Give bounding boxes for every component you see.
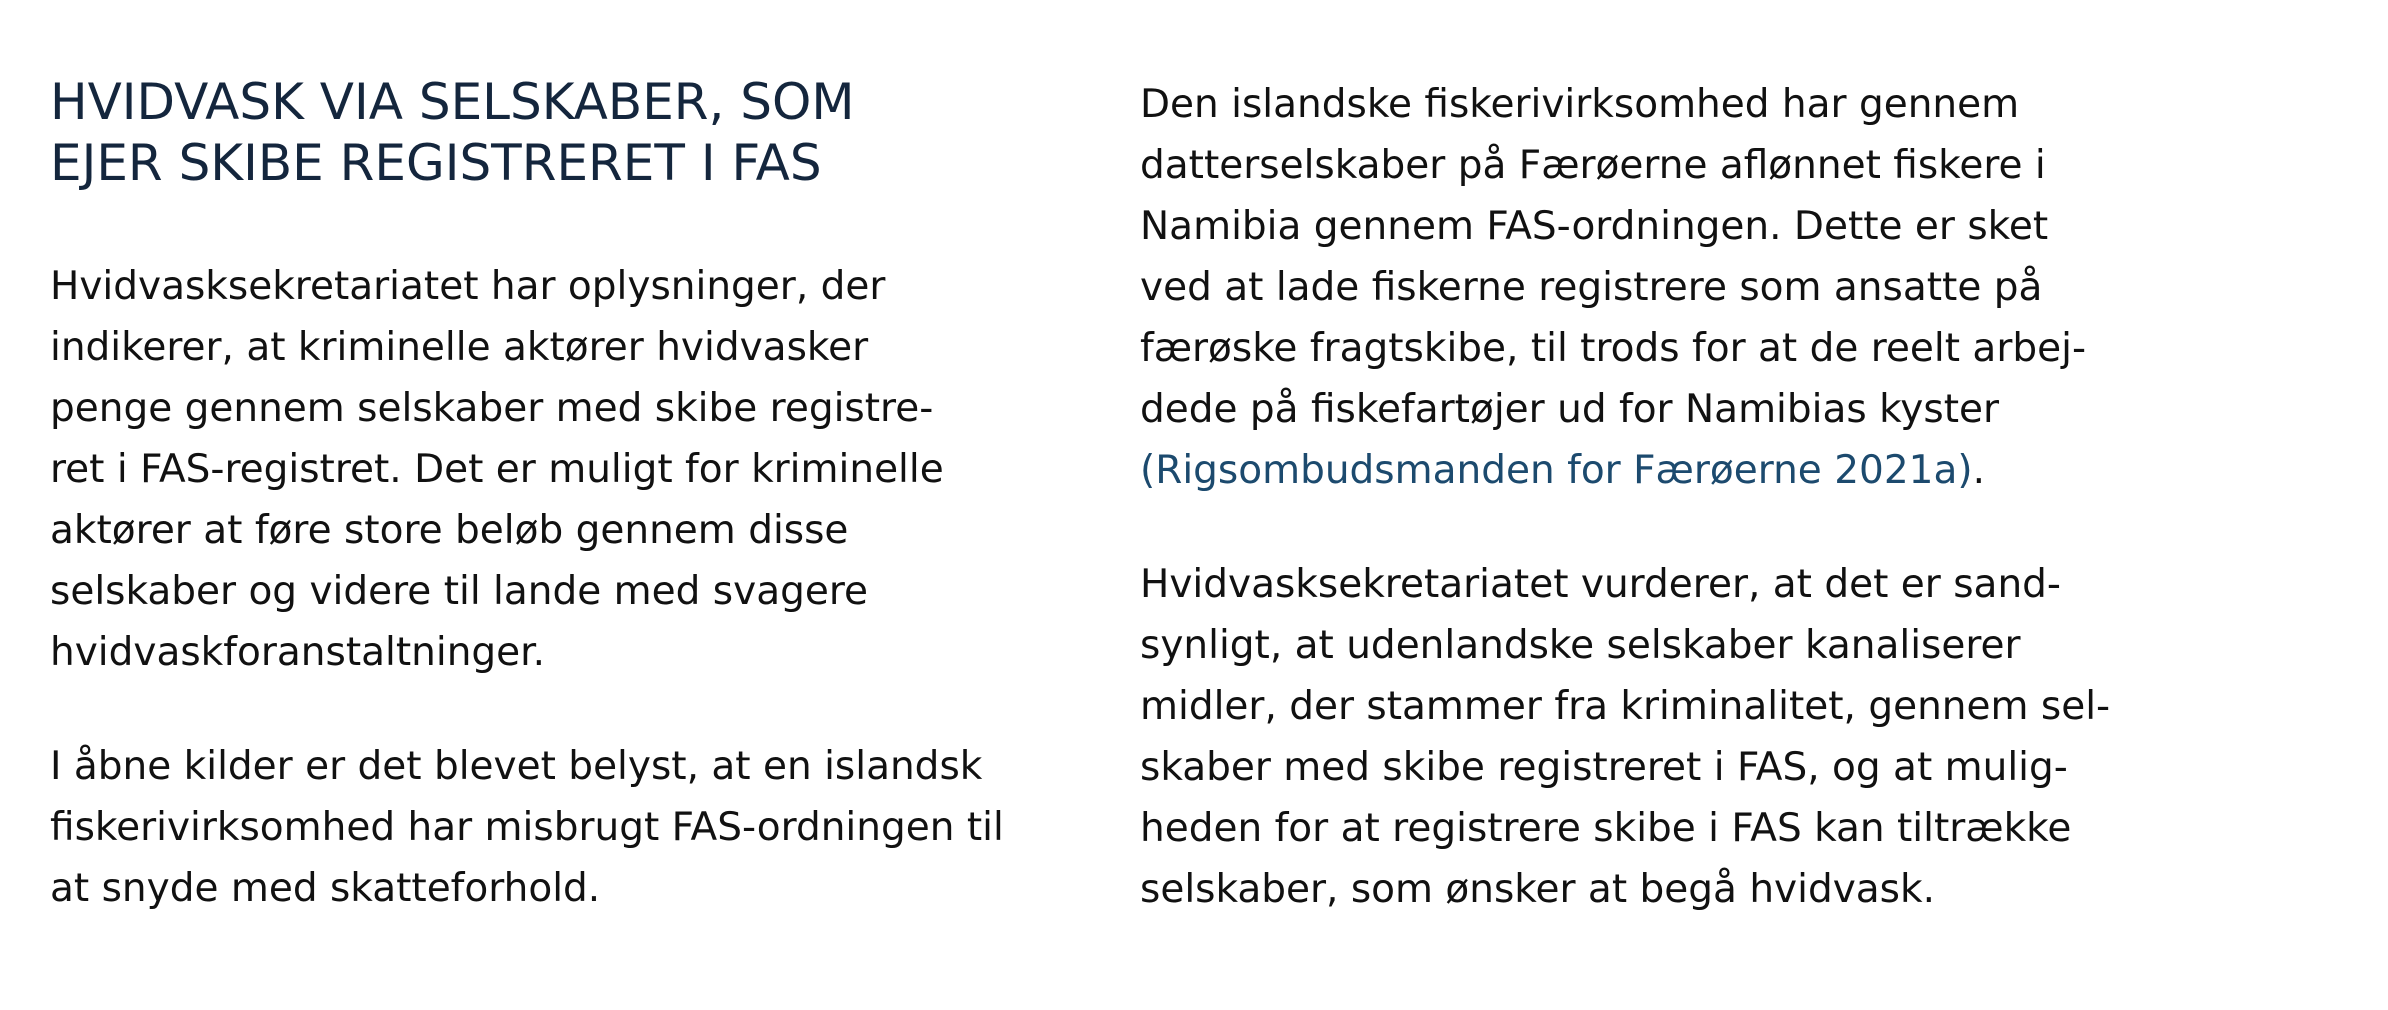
text-line: ret i FAS-registret. Det er muligt for kriminelle — [50, 447, 944, 492]
text-line: Hvidvasksekretariatet vurderer, at det er sand- — [1140, 562, 2061, 607]
text-line: selskaber og videre til lande med svagere — [50, 569, 869, 614]
section-heading — [50, 72, 855, 194]
text-line: I åbne kilder er det blevet belyst, at en islandsk — [50, 744, 983, 789]
text-line: dede på fiskefartøjer ud for Namibias kyster — [1140, 387, 2000, 432]
text-line: selskaber, som ønsker at begå hvidvask. — [1140, 867, 1935, 912]
paragraph-secretariat-information — [50, 256, 944, 683]
text-line: færøske fragtskibe, til trods for at de reelt arbej- — [1140, 326, 2087, 371]
text-line: Hvidvasksekretariatet har oplysninger, der — [50, 264, 886, 309]
text-line: skaber med skibe registreret i FAS, og at mulig- — [1140, 745, 2068, 790]
text-line: fiskerivirksomhed har misbrugt FAS-ordningen til — [50, 805, 1004, 850]
heading-line: EJER SKIBE REGISTRERET I FAS — [50, 134, 822, 192]
text-line: midler, der stammer fra kriminalitet, gennem sel- — [1140, 684, 2111, 729]
citation-link[interactable]: (Rigsombudsmanden for Færøerne 2021a) — [1140, 448, 1973, 493]
citation-line — [1140, 440, 2086, 501]
text-line: Namibia gennem FAS-ordningen. Dette er sket — [1140, 204, 2049, 249]
text-line: datterselskaber på Færøerne aflønnet fiskere i — [1140, 143, 2046, 188]
text-line: aktører at føre store beløb gennem disse — [50, 508, 849, 553]
text-line: hvidvaskforanstaltninger. — [50, 630, 546, 675]
text-line: indikerer, at kriminelle aktører hvidvasker — [50, 325, 869, 370]
heading-line: HVIDVASK VIA SELSKABER, SOM — [50, 73, 855, 131]
paragraph-icelandic-company — [1140, 74, 2086, 501]
text-line: heden for at registrere skibe i FAS kan tiltrække — [1140, 806, 2072, 851]
text-line: at snyde med skatteforhold. — [50, 866, 601, 911]
text-line: ved at lade fiskerne registrere som ansatte på — [1140, 265, 2043, 310]
text-line: synligt, at udenlandske selskaber kanaliserer — [1140, 623, 2021, 668]
citation-period: . — [1972, 448, 1985, 493]
paragraph-open-sources — [50, 736, 1004, 919]
text-line: penge gennem selskaber med skibe registre- — [50, 386, 934, 431]
text-line: Den islandske fiskerivirksomhed har gennem — [1140, 82, 2020, 127]
paragraph-assessment — [1140, 554, 2110, 920]
